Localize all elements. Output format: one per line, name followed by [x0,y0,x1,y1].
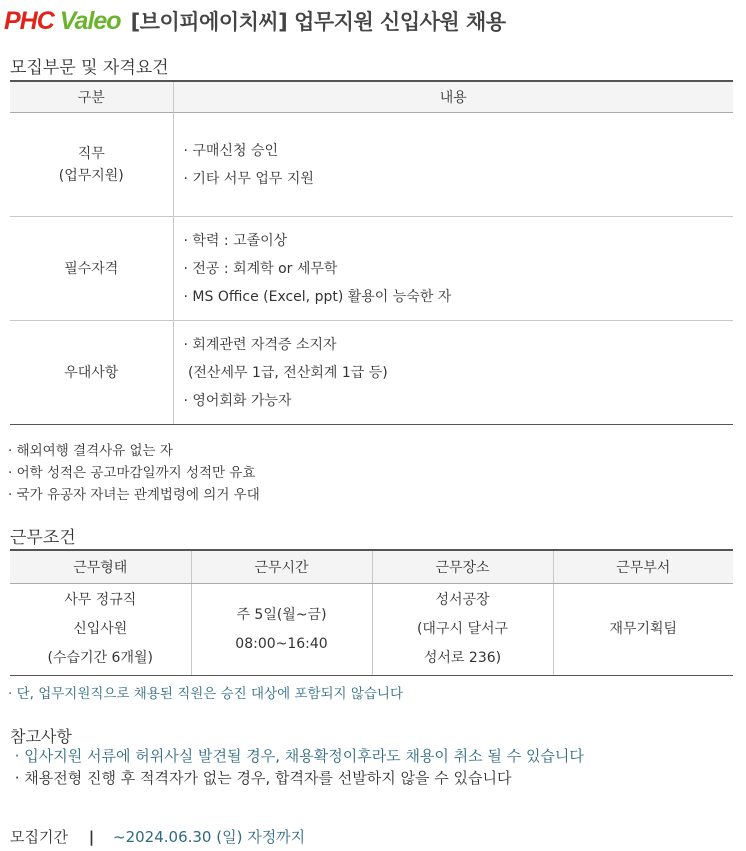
row-label-line: (업무지원) [58,167,124,184]
work-department-cell [553,584,733,676]
cell-line: (수습기간 6개월) [47,650,153,666]
cell-line: 주 5일(월~금) [236,606,327,623]
list-item: · 구매신청 승인 [183,142,278,159]
column-header: 근무형태 [10,550,191,584]
period-label: 모집기간 [10,828,68,846]
table-row [10,321,733,425]
row-content [173,321,733,425]
list-item: · 기타 서무 업무 지원 [183,170,314,187]
column-header: 근무부서 [553,550,733,584]
column-header: 근무시간 [191,550,372,584]
conditions-table [10,549,733,676]
period-separator: | [88,828,95,846]
section-title-requirements: 모집부문 및 자격요건 [10,58,169,78]
note-item: · 어학 성적은 공고마감일까지 성적만 유효 [8,465,256,481]
table-header-row [10,81,733,113]
work-hours-cell [191,584,372,676]
cell-line: 성서로 236) [423,650,502,666]
table-row [10,113,733,217]
work-type-cell [10,584,191,676]
cell-line: 08:00~16:40 [235,635,328,652]
table-header-row [10,550,733,584]
note-item: · 국가 유공자 자녀는 관계법령에 의거 우대 [8,487,260,503]
phc-logo: PHC [4,6,54,35]
column-header: 구분 [10,81,173,113]
period-value: ~2024.06.30 (일) 자정까지 [113,828,306,846]
list-item: · 영어회화 가능자 [183,392,292,409]
promotion-notice: · 단, 업무지원직으로 채용된 직원은 승진 대상에 포함되지 않습니다 [8,686,404,702]
reference-title: 참고사항 [10,727,72,746]
note-item: · 해외여행 결격사유 없는 자 [8,443,173,459]
work-location-cell [372,584,553,676]
column-header: 내용 [173,81,733,113]
cell-line: (대구시 달서구 [416,621,509,637]
list-item: · 전공 : 회계학 or 세무학 [183,260,338,277]
list-item: · 학력 : 고졸이상 [183,232,288,249]
page-title: [브이피에이치씨] 업무지원 신입사원 채용 [130,10,506,34]
row-label-line: 직무 [77,145,105,162]
column-header: 근무장소 [372,550,553,584]
header [4,4,506,38]
cell-line: 신입사원 [73,621,128,637]
list-item: (전산세무 1급, 전산회계 1급 등) [183,364,388,381]
cell-line: 사무 정규직 [64,592,137,608]
requirement-notes [8,440,260,506]
section-title-conditions: 근무조건 [10,528,76,548]
valeo-logo: Valeo [59,6,121,35]
table-row [10,217,733,321]
reference-item: · 입사지원 서류에 허위사실 발견될 경우, 채용확정이후라도 채용이 취소 될 수 있습니다 [10,747,584,765]
cell-line: 재무기획팀 [609,621,678,637]
list-item: · 회계관련 자격증 소지자 [183,336,337,353]
row-content [173,217,733,321]
row-label [10,113,173,217]
table-row [10,584,733,676]
reference-item: · 채용전형 진행 후 적격자가 없는 경우, 합격자를 선발하지 않을 수 있습니다 [10,769,512,787]
row-label: 필수자격 [10,217,173,321]
row-label: 우대사항 [10,321,173,425]
requirements-table [10,80,733,425]
list-item: · MS Office (Excel, ppt) 활용이 능숙한 자 [183,288,452,305]
cell-line: 성서공장 [435,592,490,608]
row-content [173,113,733,217]
recruitment-period [10,826,305,847]
